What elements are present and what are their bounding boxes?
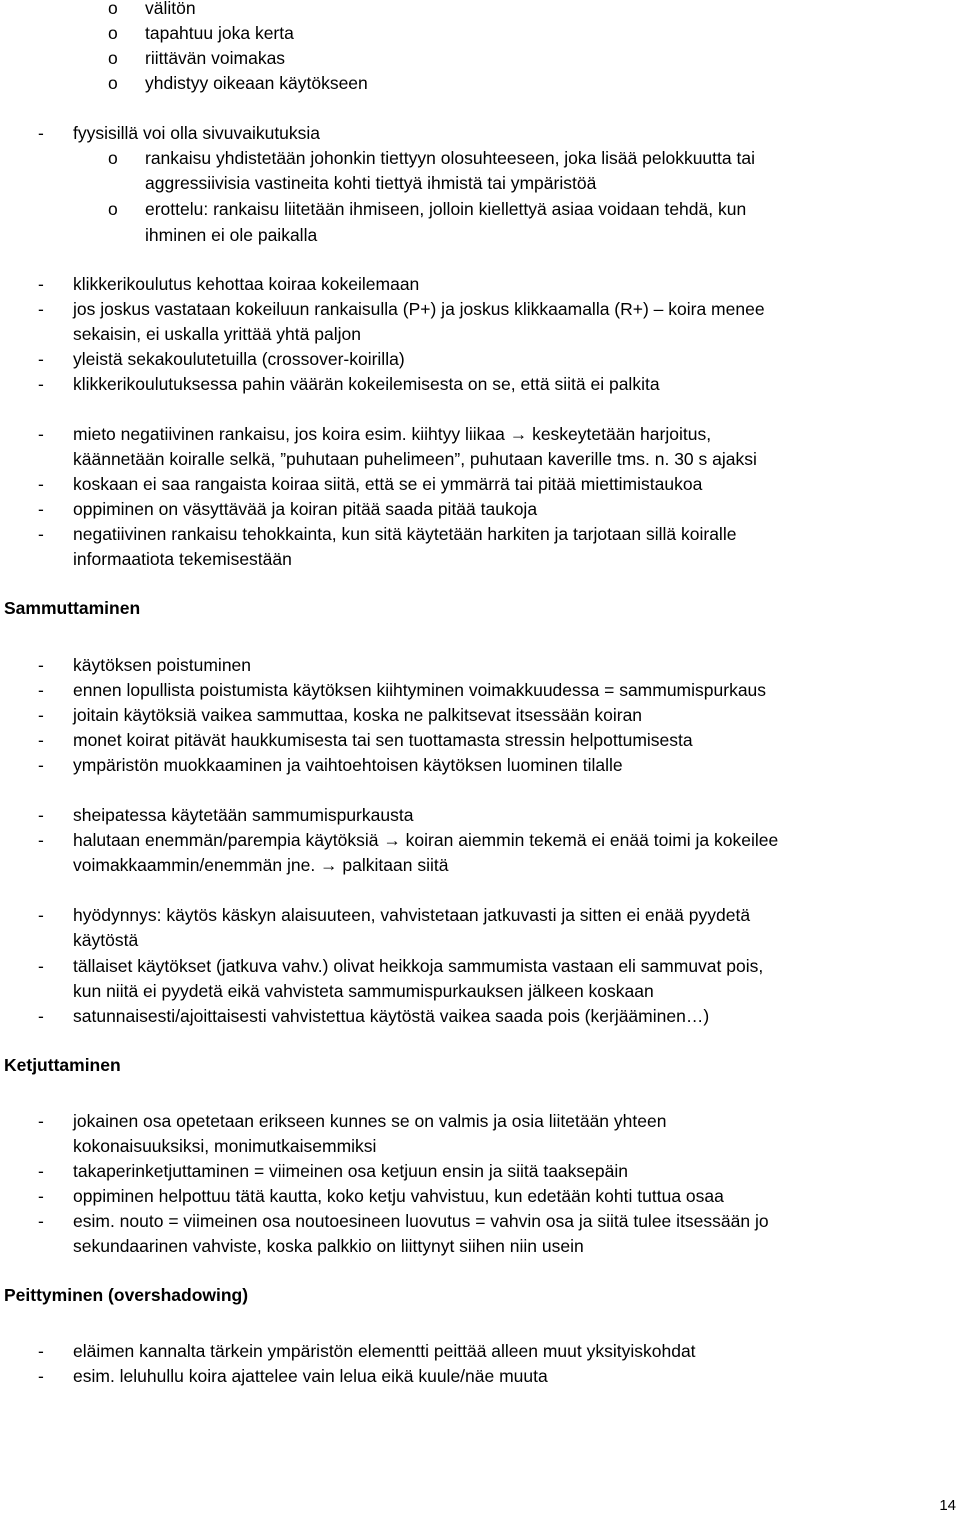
list-item-text: kun niitä ei pyydetä eikä vahvisteta sammumispurkauksen jälkeen koskaan bbox=[73, 981, 654, 1001]
list-item-text: joitain käytöksiä vaikea sammuttaa, koska ne palkitsevat itsessään koiran bbox=[73, 705, 643, 725]
list-item-text: riittävän voimakas bbox=[145, 48, 286, 68]
dash-bullet: - bbox=[38, 1211, 44, 1231]
list-item-text: monet koirat pitävät haukkumisesta tai sen tuottamasta stressin helpottumisesta bbox=[73, 730, 693, 750]
dash-bullet: - bbox=[38, 730, 44, 750]
list-item-text: kokonaisuuksiksi, monimutkaisemmiksi bbox=[73, 1136, 377, 1156]
circle-bullet: o bbox=[108, 0, 118, 18]
list-item-text: käännetään koiralle selkä, ”puhutaan puhelimeen”, puhutaan kaverille tms. n. 30 s ajaksi bbox=[73, 449, 757, 469]
heading-text: Sammuttaminen bbox=[4, 598, 141, 618]
list-item-text: ennen lopullista poistumista käytöksen kiihtyminen voimakkuudessa = sammumispurkaus bbox=[73, 680, 767, 700]
list-item-text: mieto negatiivinen rankaisu, jos koira esim. kiihtyy liikaa → keskeytetään harjoitus, bbox=[73, 424, 712, 444]
list-item-text: klikkerikoulutus kehottaa koiraa kokeilemaan bbox=[73, 274, 420, 294]
circle-bullet: o bbox=[108, 23, 118, 43]
page-number: 14 bbox=[939, 1497, 956, 1514]
dash-bullet: - bbox=[38, 680, 44, 700]
list-item-text: rankaisu yhdistetään johonkin tiettyyn olosuhteeseen, joka lisää pelokkuutta tai bbox=[145, 148, 755, 168]
list-item-text: välitön bbox=[145, 0, 196, 18]
circle-bullet: o bbox=[108, 73, 118, 93]
list-item-text: ihminen ei ole paikalla bbox=[145, 225, 318, 245]
dash-bullet: - bbox=[38, 755, 44, 775]
dash-bullet: - bbox=[38, 956, 44, 976]
list-item-text: eläimen kannalta tärkein ympäristön elementti peittää alleen muut yksityiskohdat bbox=[73, 1341, 696, 1361]
heading-text: Ketjuttaminen bbox=[4, 1055, 121, 1075]
list-item-text: tällaiset käytökset (jatkuva vahv.) olivat heikkoja sammumista vastaan eli sammuvat pois, bbox=[73, 956, 764, 976]
list-item-text: ympäristön muokkaaminen ja vaihtoehtoisen käytöksen luominen tilalle bbox=[73, 755, 623, 775]
dash-bullet: - bbox=[38, 123, 44, 143]
list-item-text: tapahtuu joka kerta bbox=[145, 23, 294, 43]
list-item-text: sekaisin, ei uskalla yrittää yhtä paljon bbox=[73, 324, 361, 344]
list-item-text: jokainen osa opetetaan erikseen kunnes se on valmis ja osia liitetään yhteen bbox=[73, 1111, 667, 1131]
list-item-text: fyysisillä voi olla sivuvaikutuksia bbox=[73, 123, 321, 143]
list-item-text: halutaan enemmän/parempia käytöksiä → koiran aiemmin tekemä ei enää toimi ja kokeilee bbox=[73, 830, 779, 850]
dash-bullet: - bbox=[38, 1161, 44, 1181]
circle-bullet: o bbox=[108, 48, 118, 68]
dash-bullet: - bbox=[38, 274, 44, 294]
dash-bullet: - bbox=[38, 830, 44, 850]
dash-bullet: - bbox=[38, 474, 44, 494]
dash-bullet: - bbox=[38, 705, 44, 725]
list-item-text: erottelu: rankaisu liitetään ihmiseen, jolloin kiellettyä asiaa voidaan tehdä, kun bbox=[145, 199, 747, 219]
dash-bullet: - bbox=[38, 499, 44, 519]
list-item-text: oppiminen on väsyttävää ja koiran pitää saada pitää taukoja bbox=[73, 499, 538, 519]
list-item-text: käytöstä bbox=[73, 930, 139, 950]
dash-bullet: - bbox=[38, 1341, 44, 1361]
dash-bullet: - bbox=[38, 424, 44, 444]
list-item-text: yleistä sekakoulutetuilla (crossover-koirilla) bbox=[73, 349, 405, 369]
list-item-text: negatiivinen rankaisu tehokkainta, kun sitä käytetään harkiten ja tarjotaan sillä koiralle bbox=[73, 524, 737, 544]
dash-bullet: - bbox=[38, 1111, 44, 1131]
dash-bullet: - bbox=[38, 1186, 44, 1206]
list-item-text: esim. leluhullu koira ajattelee vain lelua eikä kuule/näe muuta bbox=[73, 1366, 548, 1386]
list-item-text: takaperinketjuttaminen = viimeinen osa ketjuun ensin ja siitä taaksepäin bbox=[73, 1161, 628, 1181]
list-item-text: satunnaisesti/ajoittaisesti vahvistettua käytöstä vaikea saada pois (kerjääminen…) bbox=[73, 1006, 710, 1026]
heading-text: Peittyminen (overshadowing) bbox=[4, 1285, 249, 1305]
dash-bullet: - bbox=[38, 905, 44, 925]
list-item-text: koskaan ei saa rangaista koiraa siitä, että se ei ymmärrä tai pitää miettimistaukoa bbox=[73, 474, 703, 494]
list-item-text: oppiminen helpottuu tätä kautta, koko ketju vahvistuu, kun edetään kohti tuttua osaa bbox=[73, 1186, 724, 1206]
list-item-text: esim. nouto = viimeinen osa noutoesineen luovutus = vahvin osa ja siitä tulee itsessään jo bbox=[73, 1211, 769, 1231]
dash-bullet: - bbox=[38, 349, 44, 369]
list-item-text: hyödynnys: käytös käskyn alaisuuteen, vahvistetaan jatkuvasti ja sitten ei enää pyydetä bbox=[73, 905, 751, 925]
list-item-text: käytöksen poistuminen bbox=[73, 655, 252, 675]
list-item-text: sekundaarinen vahviste, koska palkkio on liittynyt siihen niin usein bbox=[73, 1236, 584, 1256]
list-item-text: jos joskus vastataan kokeiluun rankaisulla (P+) ja joskus klikkaamalla (R+) – koira menee bbox=[73, 299, 765, 319]
list-item-text: voimakkaammin/enemmän jne. → palkitaan siitä bbox=[73, 855, 449, 875]
dash-bullet: - bbox=[38, 655, 44, 675]
circle-bullet: o bbox=[108, 199, 118, 219]
list-item-text: yhdistyy oikeaan käytökseen bbox=[145, 73, 368, 93]
dash-bullet: - bbox=[38, 1366, 44, 1386]
list-item-text: sheipatessa käytetään sammumispurkausta bbox=[73, 805, 414, 825]
dash-bullet: - bbox=[38, 1006, 44, 1026]
list-item-text: informaatiota tekemisestään bbox=[73, 549, 292, 569]
list-item-text: klikkerikoulutuksessa pahin väärän kokeilemisesta on se, että siitä ei palkita bbox=[73, 374, 660, 394]
list-item-text: aggressiivisia vastineita kohti tiettyä ihmistä tai ympäristöä bbox=[145, 173, 597, 193]
dash-bullet: - bbox=[38, 299, 44, 319]
dash-bullet: - bbox=[38, 524, 44, 544]
dash-bullet: - bbox=[38, 374, 44, 394]
circle-bullet: o bbox=[108, 148, 118, 168]
dash-bullet: - bbox=[38, 805, 44, 825]
